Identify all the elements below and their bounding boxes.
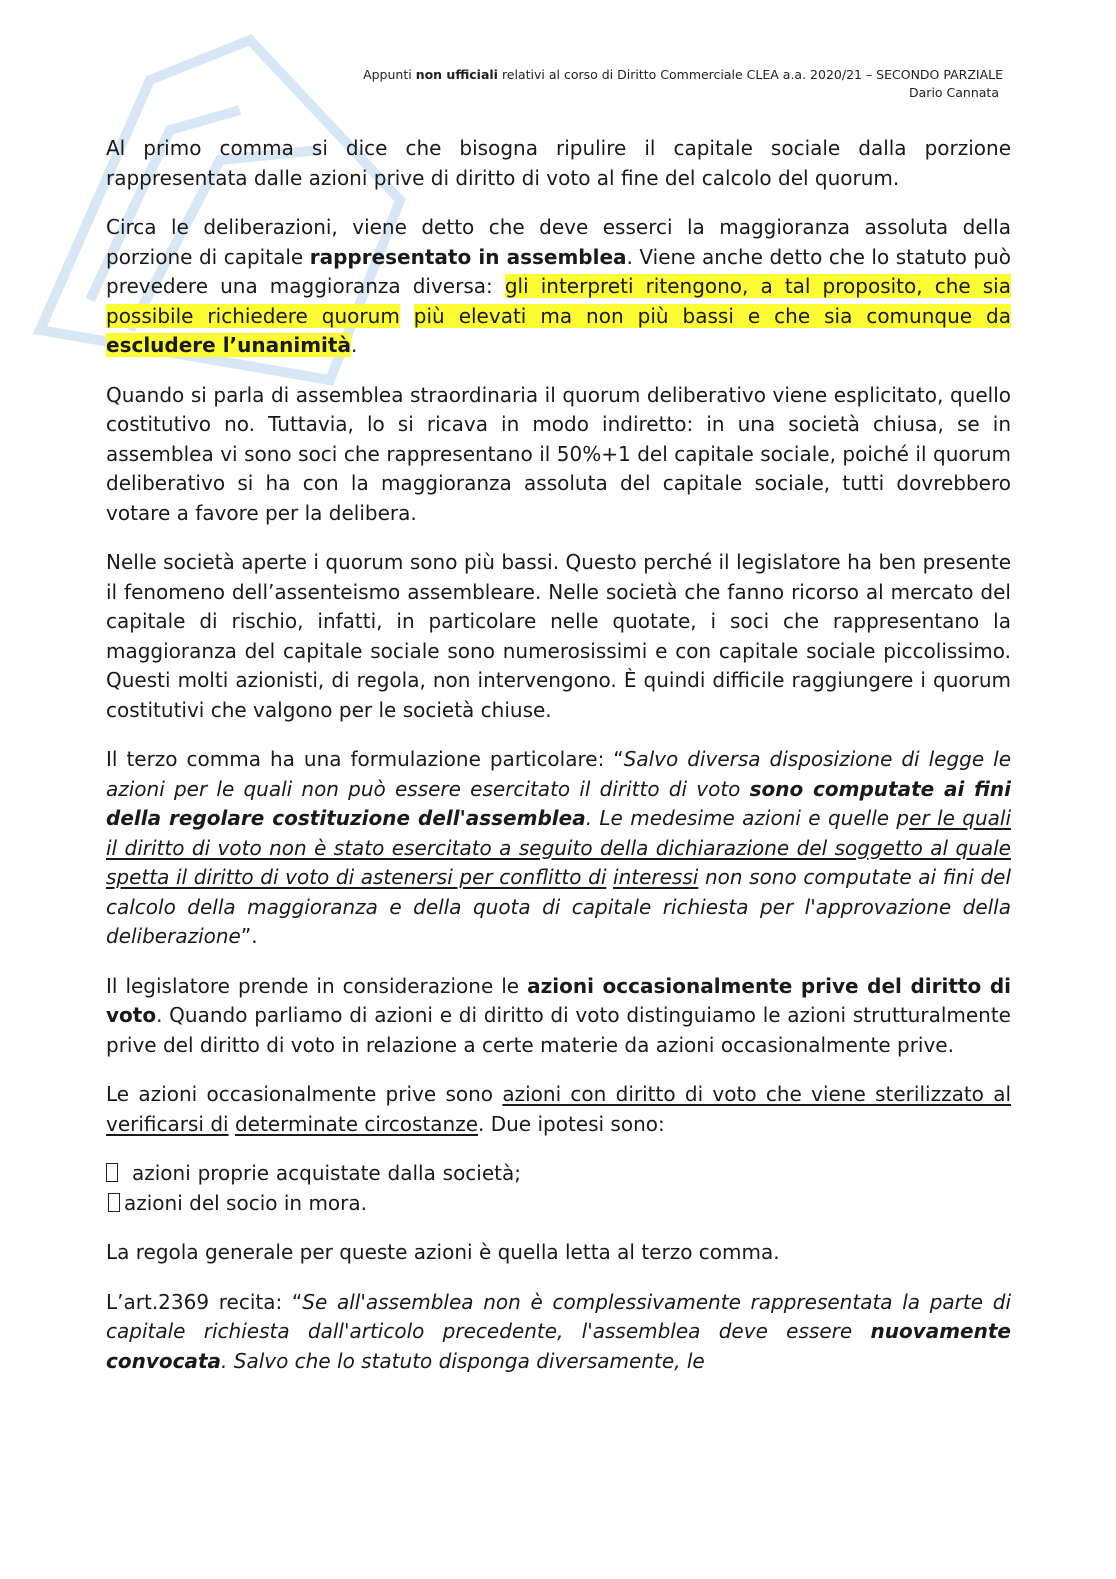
paragraph-5: Il terzo comma ha una formulazione particolare: “Salvo diversa disposizione di legge le azioni per le quali non può essere esercitato il diritto di voto sono computate ai fini della regolare costituzione dell'assemblea. Le medesime azioni e quelle per le quali il diritto di voto non è stato esercitato a seguito della dichiarazione del soggetto al quale spetta il diritto di voto di astenersi per conflitto di interessi non sono computate ai fini del calcolo della maggioranza e della quota di capitale richiesta per l'approvazione della deliberazione”. xyxy=(106,747,1012,948)
paragraph-4: Nelle società aperte i quorum sono più bassi. Questo perché il legislatore ha ben presente il fenomeno dell’assenteismo assembleare. Nelle società che fanno ricorso al mercato del capitale di rischio, infatti, in particolare nelle quotate, i soci che rappresentano la maggioranza del capitale sociale sono numerosissimi e con capitale sociale piccolissimo. Questi molti azionisti, di regola, non intervengono. È quindi difficile raggiungere i quorum costitutivi che valgono per le società chiuse. xyxy=(106,550,1011,722)
paragraph-1: Al primo comma si dice che bisogna ripulire il capitale sociale dalla porzione rappresentata dalle azioni prive di diritto di voto al fine del calcolo del quorum. xyxy=(106,136,1011,190)
checkbox-glyph-icon xyxy=(106,1163,118,1182)
checkbox-glyph-icon xyxy=(108,1193,120,1212)
bullet-list xyxy=(106,1159,521,1218)
paragraph-3: Quando si parla di assemblea straordinaria il quorum deliberativo viene esplicitato, quello costitutivo no. Tuttavia, lo si ricava in modo indiretto: in una società chiusa, se in assemblea vi sono soci che rappresentano il 50%+1 del capitale sociale, poiché il quorum deliberativo si ha con la maggioranza assoluta del capitale sociale, tutti dovrebbero votare a favore per la delibera. xyxy=(106,382,1011,525)
header-author: Dario Cannata xyxy=(909,85,999,100)
paragraph-2: Circa le deliberazioni, viene detto che deve esserci la maggioranza assoluta della porzione di capitale rappresentato in assemblea. Viene anche detto che lo statuto può prevedere una maggioranza diversa: gli interpreti ritengono, a tal proposito, che sia possibile richiedere quorum più elevati ma non più bassi e che sia comunque da escludere l’unanimità. xyxy=(106,215,1011,357)
list-item: azioni del socio in mora. xyxy=(124,1190,367,1215)
list-item: azioni proprie acquistate dalla società; xyxy=(132,1161,521,1185)
paragraph-7: Le azioni occasionalmente prive sono azioni con diritto di voto che viene sterilizzato al verificarsi di determinate circostanze. Due ipotesi sono: xyxy=(106,1082,1012,1136)
paragraph-9: L’art.2369 recita: “Se all'assemblea non è complessivamente rappresentata la parte di capitale richiesta dall'articolo precedente, l'assemblea deve essere nuovamente convocata. Salvo che lo statuto disponga diversamente, le xyxy=(106,1289,1011,1373)
document-body xyxy=(106,134,1011,1396)
header-course-line: Appunti non ufficiali relativi al corso di Diritto Commerciale CLEA a.a. 2020/21 – SECONDO PARZIALE xyxy=(363,67,1003,82)
page-header xyxy=(363,66,1003,102)
paragraph-6: Il legislatore prende in considerazione le azioni occasionalmente prive del diritto di voto. Quando parliamo di azioni e di diritto di voto distinguiamo le azioni strutturalmente prive del diritto di voto in relazione a certe materie da azioni occasionalmente prive. xyxy=(106,973,1011,1057)
paragraph-8: La regola generale per queste azioni è quella letta al terzo comma. xyxy=(106,1240,780,1264)
